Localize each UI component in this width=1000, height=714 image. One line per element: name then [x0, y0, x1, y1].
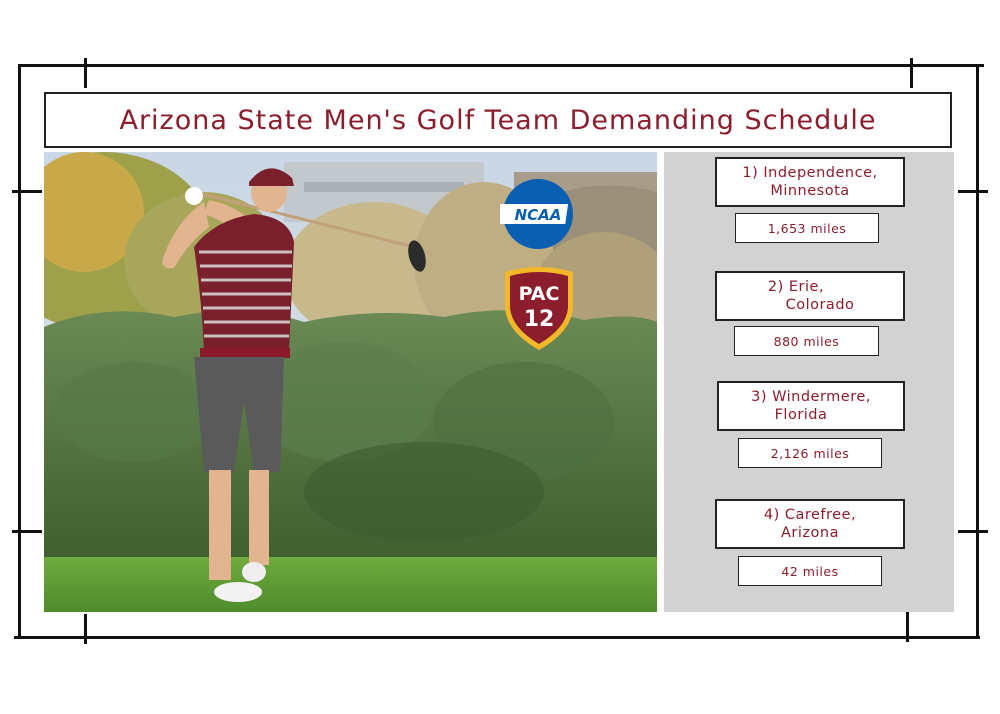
frame-tick-top-left — [84, 58, 87, 88]
distance-2-value: 880 miles — [773, 333, 840, 349]
location-3-line2: Florida — [774, 407, 828, 423]
location-4-line1: 4) Carefree, — [763, 507, 857, 523]
location-1-line1: 1) Independence, — [742, 165, 878, 181]
distance-4-value: 42 miles — [781, 563, 839, 579]
title-banner — [44, 92, 952, 148]
pac12-logo-text-top: PAC — [518, 283, 560, 305]
frame-right-line — [976, 64, 979, 638]
frame-tick-left-lower — [12, 530, 42, 533]
schedule-location-3 — [717, 381, 905, 431]
location-1-line2: Minnesota — [770, 183, 850, 199]
location-2-line1: 2) Erie, — [767, 279, 825, 295]
page-title: Arizona State Men's Golf Team Demanding Schedule — [119, 104, 877, 136]
schedule-location-4 — [715, 499, 905, 549]
distance-3-value: 2,126 miles — [770, 445, 850, 461]
frame-tick-left-upper — [12, 190, 42, 193]
location-4-line2: Arizona — [781, 525, 839, 541]
frame-tick-right-lower — [958, 530, 988, 533]
frame-tick-right-upper — [958, 190, 988, 193]
distance-1-value: 1,653 miles — [767, 220, 847, 236]
frame-tick-bottom-left — [84, 614, 87, 644]
schedule-distance-1 — [735, 213, 879, 243]
schedule-location-1 — [715, 157, 905, 207]
pac12-logo-text-bottom: 12 — [523, 307, 555, 332]
location-3-line1: 3) Windermere, — [751, 389, 871, 405]
ncaa-logo — [500, 176, 576, 256]
schedule-distance-3 — [738, 438, 882, 468]
frame-tick-bottom-right — [906, 612, 909, 642]
pac12-logo — [499, 264, 579, 356]
golfer-photo — [44, 152, 657, 612]
ncaa-logo-text: NCAA — [514, 206, 562, 224]
schedule-distance-4 — [738, 556, 882, 586]
frame-top-line — [18, 64, 984, 67]
location-2-line2: Colorado — [785, 297, 855, 313]
schedule-distance-2 — [734, 326, 879, 356]
frame-bottom-line — [14, 636, 980, 639]
frame-left-line — [18, 64, 21, 638]
schedule-location-2 — [715, 271, 905, 321]
frame-tick-top-right — [910, 58, 913, 88]
